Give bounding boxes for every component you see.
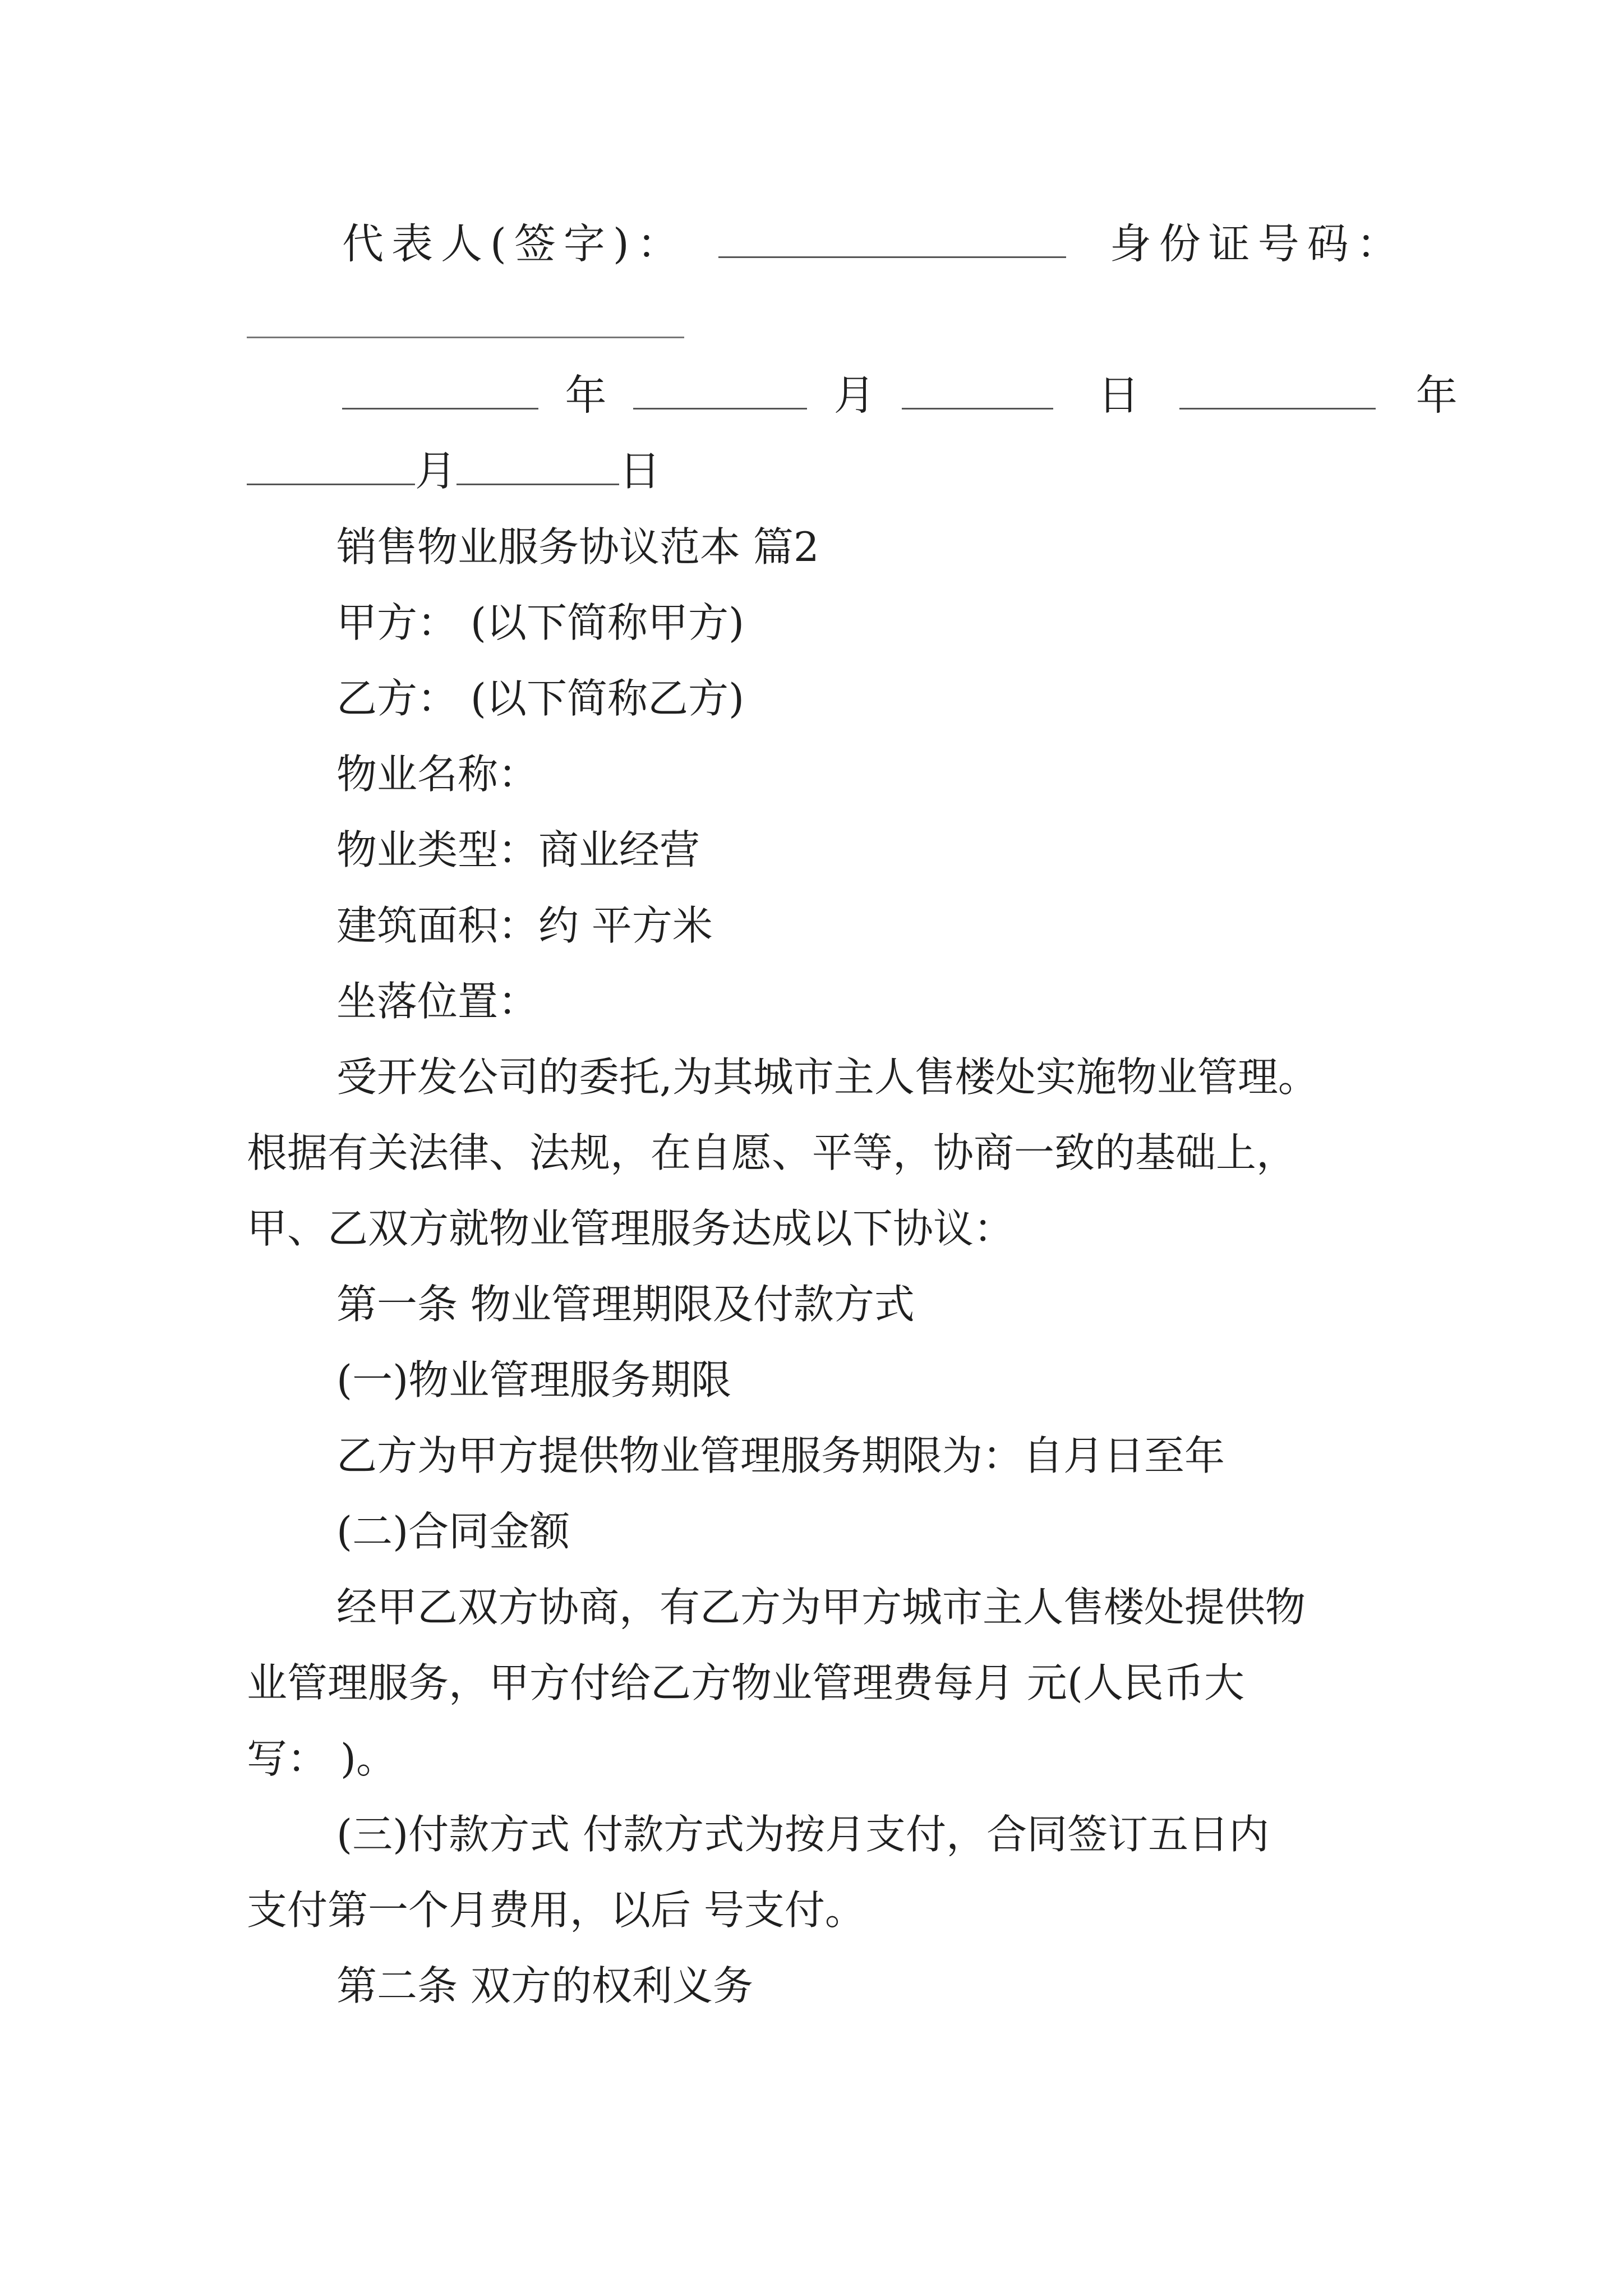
month-blank-2: [247, 449, 415, 485]
section-3-paragraph-line-1: (三)付款方式 付款方式为按月支付，合同签订五日内: [336, 1811, 1270, 1858]
party-b-line: 乙方： (以下简称乙方): [336, 675, 745, 722]
day-label-1: 日: [1098, 371, 1140, 420]
month-blank-1: [633, 373, 807, 409]
month-label-1: 月: [833, 371, 875, 420]
intro-paragraph-line-1: 受开发公司的委托,为其城市主人售楼处实施物业管理。: [336, 1053, 1318, 1101]
article-1-heading: 第一条 物业管理期限及付款方式: [336, 1281, 915, 1328]
article-2-heading: 第二条 双方的权利义务: [336, 1962, 753, 2009]
date-line-2: [247, 443, 661, 499]
representative-label: 代表人(签字)：: [342, 220, 686, 268]
year-label-1: 年: [565, 371, 607, 420]
intro-paragraph-line-3: 甲、乙双方就物业管理服务达成以下协议：: [247, 1205, 1015, 1252]
section-2-heading: (二)合同金额: [336, 1508, 570, 1555]
day-blank-1: [902, 373, 1053, 409]
id-number-label: 身份证号码：: [1109, 220, 1406, 268]
representative-signature-blank: [718, 222, 1066, 258]
id-number-blank: [247, 337, 684, 338]
section-2-paragraph-line-3: 写： )。: [247, 1735, 396, 1782]
year-blank-2: [1179, 373, 1376, 409]
month-label-2: 月: [415, 447, 457, 495]
day-label-2: 日: [619, 447, 661, 495]
party-a-line: 甲方： (以下简称甲方): [336, 599, 745, 646]
building-area-line: 建筑面积：约 平方米: [336, 902, 713, 949]
representative-signature-line: [342, 216, 1406, 272]
property-type-line: 物业类型：商业经营: [336, 826, 700, 873]
year-label-2: 年: [1415, 371, 1458, 420]
intro-paragraph-line-2: 根据有关法律、法规，在自愿、平等，协商一致的基础上，: [247, 1129, 1297, 1176]
day-blank-2: [457, 449, 619, 485]
section-1-text: 乙方为甲方提供物业管理服务期限为：自月日至年: [336, 1432, 1225, 1479]
location-line: 坐落位置：: [336, 978, 539, 1025]
property-name-line: 物业名称：: [336, 751, 539, 798]
document-title: 销售物业服务协议范本 篇2: [336, 523, 819, 570]
date-line-1: [342, 367, 1458, 424]
section-3-paragraph-line-2: 支付第一个月费用，以后 号支付。: [247, 1887, 865, 1934]
section-2-paragraph-line-2: 业管理服务，甲方付给乙方物业管理费每月 元(人民币大: [247, 1659, 1244, 1706]
section-1-heading: (一)物业管理服务期限: [336, 1356, 732, 1404]
year-blank-1: [342, 373, 538, 409]
section-2-paragraph-line-1: 经甲乙双方协商，有乙方为甲方城市主人售楼处提供物: [336, 1584, 1306, 1631]
